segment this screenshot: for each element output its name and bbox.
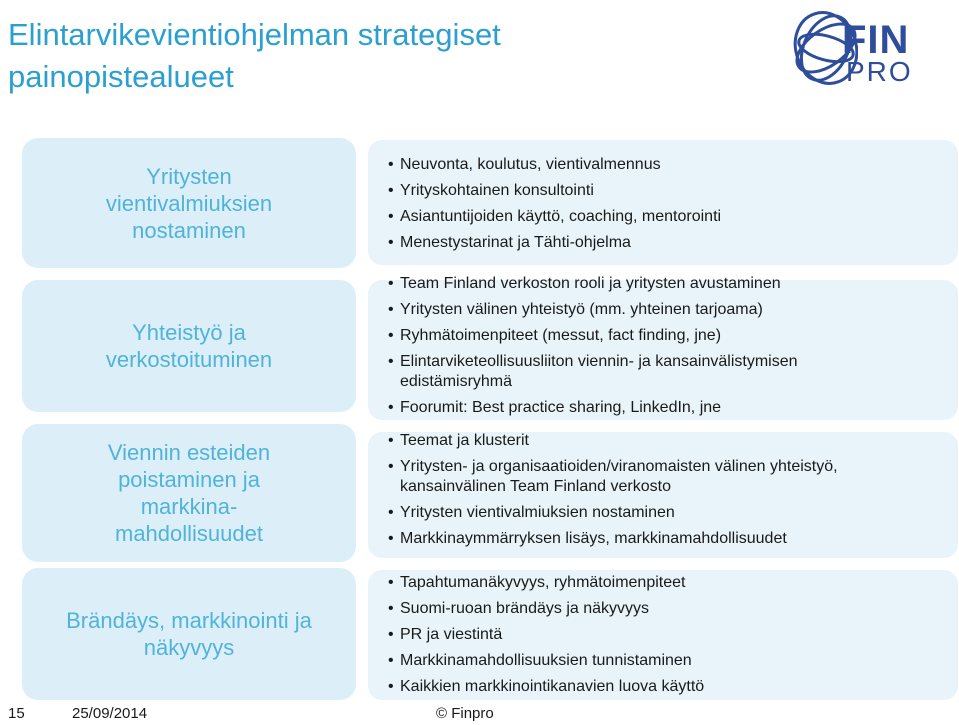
logo-fin-text: FIN xyxy=(842,18,910,62)
list-item: • Neuvonta, koulutus, vientivalmennus xyxy=(388,155,958,175)
list-item: • Yrityskohtainen konsultointi xyxy=(388,181,958,201)
section-3-label-box xyxy=(22,424,356,562)
slide-title xyxy=(8,14,708,98)
list-item: • PR ja viestintä xyxy=(388,625,958,645)
list-item: • Foorumit: Best practice sharing, LinkedIn, jne xyxy=(388,398,958,418)
section-3-bullets xyxy=(388,431,958,555)
list-item: • Yritysten vientivalmiuksien nostaminen xyxy=(388,503,958,523)
title-line-1: Elintarvikevientiohjelman strategiset xyxy=(8,17,501,52)
footer-date: 25/09/2014 xyxy=(72,705,148,722)
section-2-label: Yhteistyö ja verkostoituminen xyxy=(105,320,273,372)
section-4-label-box xyxy=(22,568,356,700)
list-item: • Menestystarinat ja Tähti-ohjelma xyxy=(388,233,958,253)
section-2-bullets xyxy=(388,274,958,424)
section-2-label-box xyxy=(22,280,356,412)
list-item: • Ryhmätoimenpiteet (messut, fact finding, jne) xyxy=(388,326,958,346)
list-item: • Yritysten- ja organisaatioiden/viranomaisten välinen yhteistyö, kansainvälinen Team Finland verkosto xyxy=(388,457,940,497)
section-1-bullets xyxy=(388,155,958,259)
list-item: • Tapahtumanäkyvyys, ryhmätoimenpiteet xyxy=(388,573,958,593)
section-4-label: Brändäys, markkinointi ja näkyvyys xyxy=(66,608,312,660)
section-3-label: Viennin esteiden poistaminen ja markkina-mahdollisuudet xyxy=(107,440,271,546)
section-1-label: Yritysten vientivalmiuksien nostaminen xyxy=(105,163,273,243)
list-item: • Yritysten välinen yhteistyö (mm. yhteinen tarjoama) xyxy=(388,300,958,320)
section-1-label-box xyxy=(22,138,356,268)
footer-copyright: © Finpro xyxy=(436,705,494,722)
section-4-bullets xyxy=(388,573,958,703)
list-item: • Teemat ja klusterit xyxy=(388,431,958,451)
list-item: • Markkinaymmärryksen lisäys, markkinamahdollisuudet xyxy=(388,529,958,549)
logo-pro-text: PRO xyxy=(846,56,913,87)
finpro-logo xyxy=(788,4,948,94)
list-item: • Kaikkien markkinointikanavien luova käyttö xyxy=(388,677,958,697)
list-item: • Team Finland verkoston rooli ja yritysten avustaminen xyxy=(388,274,958,294)
page-number: 15 xyxy=(8,705,25,722)
list-item: • Asiantuntijoiden käyttö, coaching, mentorointi xyxy=(388,207,958,227)
title-line-2: painopistealueet xyxy=(8,59,234,94)
list-item: • Elintarviketeollisuusliiton viennin- ja kansainvälistymisen edistämisryhmä xyxy=(388,352,870,392)
list-item: • Suomi-ruoan brändäys ja näkyvyys xyxy=(388,599,958,619)
list-item: • Markkinamahdollisuuksien tunnistaminen xyxy=(388,651,958,671)
